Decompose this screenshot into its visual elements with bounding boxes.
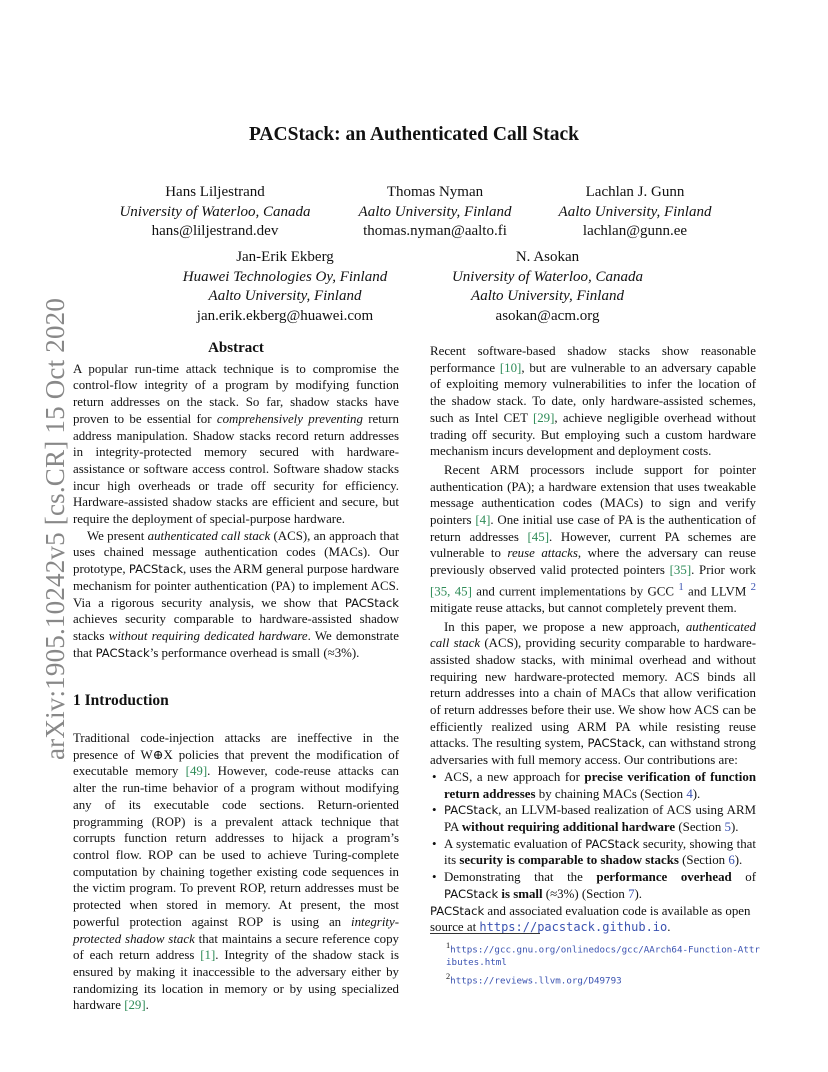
author-block — [540, 183, 730, 242]
footnote — [430, 939, 760, 969]
abstract-paragraph: A popular run-time attack technique is to compromise the control-flow integrity of a program by modifying function return addresses on the stack. So far, shadow stacks have proven to be essential for comprehensively preventing return address manipulation. Shadow stacks record return addresses in integrity-protected memory secured with hardware-assistance or software access control. Software shadow stacks incur high overheads or trade off security for efficiency. Hardware-assisted shadow stacks are efficient and secure, but require the deployment of special-purpose hardware. — [73, 361, 399, 527]
author-name: Thomas Nyman — [386, 184, 484, 200]
author-email: lachlan@gunn.ee — [582, 223, 688, 239]
footnote-number: 1 — [446, 941, 451, 950]
author-name: Hans Liljestrand — [165, 184, 265, 200]
citation-link[interactable]: [45] — [527, 529, 549, 544]
author-affiliation-2: Aalto University, Finland — [208, 288, 362, 304]
list-item: • ACS, a new approach for precise verification of function return addresses by chaining MACs (Section 4). — [444, 769, 756, 802]
section-ref-link[interactable]: 4 — [686, 786, 693, 801]
author-block — [100, 183, 330, 242]
author-affiliation: Huawei Technologies Oy, Finland — [182, 268, 388, 285]
author-affiliation: University of Waterloo, Canada — [119, 203, 311, 220]
left-column — [73, 340, 399, 1014]
abstract-paragraph: We present authenticated call stack (ACS), an approach that uses chained message authentication codes (MACs). Our prototype, PACStack, uses the ARM general purpose hardware mechanism for pointer authentication (PA) to implement ACS. Via a rigorous security analysis, we show that PACStack achieves security comparable to hardware-assisted shadow stacks without requiring dedicated hardware. We demonstrate that PACStack’s performance overhead is small (≈3%). — [73, 528, 399, 660]
author-block — [160, 248, 410, 326]
author-email: hans@liljestrand.dev — [151, 223, 279, 239]
intro-paragraph: Traditional code-injection attacks are ineffective in the presence of W⊕X policies that prevent the modification of executable memory [49]. However, code-reuse attacks can alter the run-time behavior of a program without modifying any of its executable code sections. Return-oriented programming (ROP) is a prevalent attack technique that corrupts function return addresses to hijack a program’s control flow. ROP can be used to achieve Turing-complete computation by chaining together existing code sequences in the victim program. To prevent ROP, return addresses must be protected when stored in memory. At present, the most powerful protection against ROP is using an integrity-protected shadow stack that maintains a secure reference copy of each return address [1]. Integrity of the shadow stack is ensured by making it inaccessible to the adversary either by randomizing its location in memory or by using specialized hardware [29]. — [73, 731, 399, 1013]
contributions-list — [430, 769, 756, 903]
body-paragraph: Recent software-based shadow stacks show reasonable performance [10], but are vulnerable to an adversary capable of exploiting memory vulnerabilities to infer the location of the shadow stack. To date, only hardware-assisted schemes, such as Intel CET [29], achieve negligible overhead without trading off security. But employing such a custom hardware mechanism incurs development and deployment costs. — [430, 344, 757, 459]
list-item: • Demonstrating that the performance overhead of PACStack is small (≈3%) (Section 7). — [444, 869, 756, 902]
citation-link[interactable]: [35, 45] — [430, 584, 472, 599]
author-name: Jan-Erik Ekberg — [236, 249, 334, 265]
citation-link[interactable]: [29] — [532, 410, 555, 425]
citation-link[interactable]: [49] — [185, 764, 208, 779]
author-affiliation: Aalto University, Finland — [558, 203, 712, 220]
footnotes — [430, 939, 760, 988]
footnote — [430, 970, 760, 987]
footnote-rule — [430, 933, 540, 934]
citation-link[interactable]: [10] — [499, 360, 522, 375]
citation-link[interactable]: [4] — [475, 513, 491, 528]
section-ref-link[interactable]: 5 — [724, 819, 731, 834]
arxiv-identifier: arXiv:1905.10242v5 [cs.CR] 15 Oct 2020 — [40, 297, 70, 760]
footnote-url-link[interactable]: https://reviews.llvm.org/D49793 — [450, 975, 622, 987]
author-affiliation: University of Waterloo, Canada — [451, 268, 644, 285]
author-block — [335, 183, 535, 242]
abstract-heading: Abstract — [208, 340, 264, 356]
footnote-number: 2 — [446, 972, 451, 982]
footnote-url-link[interactable]: https://gcc.gnu.org/onlinedocs/gcc/AArch64-Function-Attributes.html — [446, 944, 760, 969]
author-block — [430, 248, 665, 326]
section-ref-link[interactable]: 7 — [628, 886, 635, 901]
closing-paragraph: PACStack and associated evaluation code is available as open source at https://pacstack.github.io. — [430, 903, 751, 935]
right-column — [430, 343, 756, 936]
citation-link[interactable]: [29] — [124, 998, 146, 1013]
author-name: N. Asokan — [515, 249, 580, 265]
body-paragraph: Recent ARM processors include support for pointer authentication (PA); a hardware extension that uses tweakable message authentication codes (MACs) to sign and verify pointers [4]. One initial use case of PA is the authentication of return addresses [45]. However, current PA schemes are vulnerable to reuse attacks, where the adversary can reuse previously observed valid protected pointers [35]. Prior work [35, 45] and current implementations by GCC $^1$ and LLVM $^2$ mitigate reuse attacks, but cannot completely prevent them. — [430, 462, 756, 615]
list-item: • A systematic evaluation of PACStack security, showing that its security is comparable to shadow stacks (Section 6). — [444, 836, 756, 869]
citation-link[interactable]: [1] — [200, 948, 216, 963]
citation-link[interactable]: [35] — [669, 563, 692, 578]
author-email: jan.erik.ekberg@huawei.com — [196, 307, 374, 324]
author-affiliation-2: Aalto University, Finland — [471, 288, 624, 304]
author-name: Lachlan J. Gunn — [585, 184, 685, 200]
author-affiliation: Aalto University, Finland — [358, 203, 512, 220]
section-heading-introduction: 1 Introduction — [73, 692, 169, 710]
author-email: thomas.nyman@aalto.fi — [363, 223, 507, 239]
footnote-marker[interactable]: 1 — [678, 580, 684, 593]
paper-title: PACStack: an Authenticated Call Stack — [248, 124, 580, 145]
body-paragraph: In this paper, we propose a new approach, authenticated call stack (ACS), providing security comparable to hardware-assisted shadow stacks, with minimal overhead and without requiring new hardware-protected memory. ACS binds all return addresses into a chain of MACs that allow verification of return addresses before their use. We show how ACS can be efficiently realized using ARM PA while resisting reuse attacks. The resulting system, PACStack, can withstand strong adversaries with full memory access. Our contributions are: — [430, 619, 757, 768]
project-url-link[interactable]: https://pacstack.github.io — [479, 920, 668, 935]
section-ref-link[interactable]: 6 — [728, 853, 735, 868]
footnote-marker[interactable]: 2 — [750, 580, 756, 593]
list-item: • PACStack, an LLVM-based realization of ACS using ARM PA without requiring additional hardware (Section 5). — [444, 802, 756, 835]
author-email: asokan@acm.org — [495, 307, 600, 324]
